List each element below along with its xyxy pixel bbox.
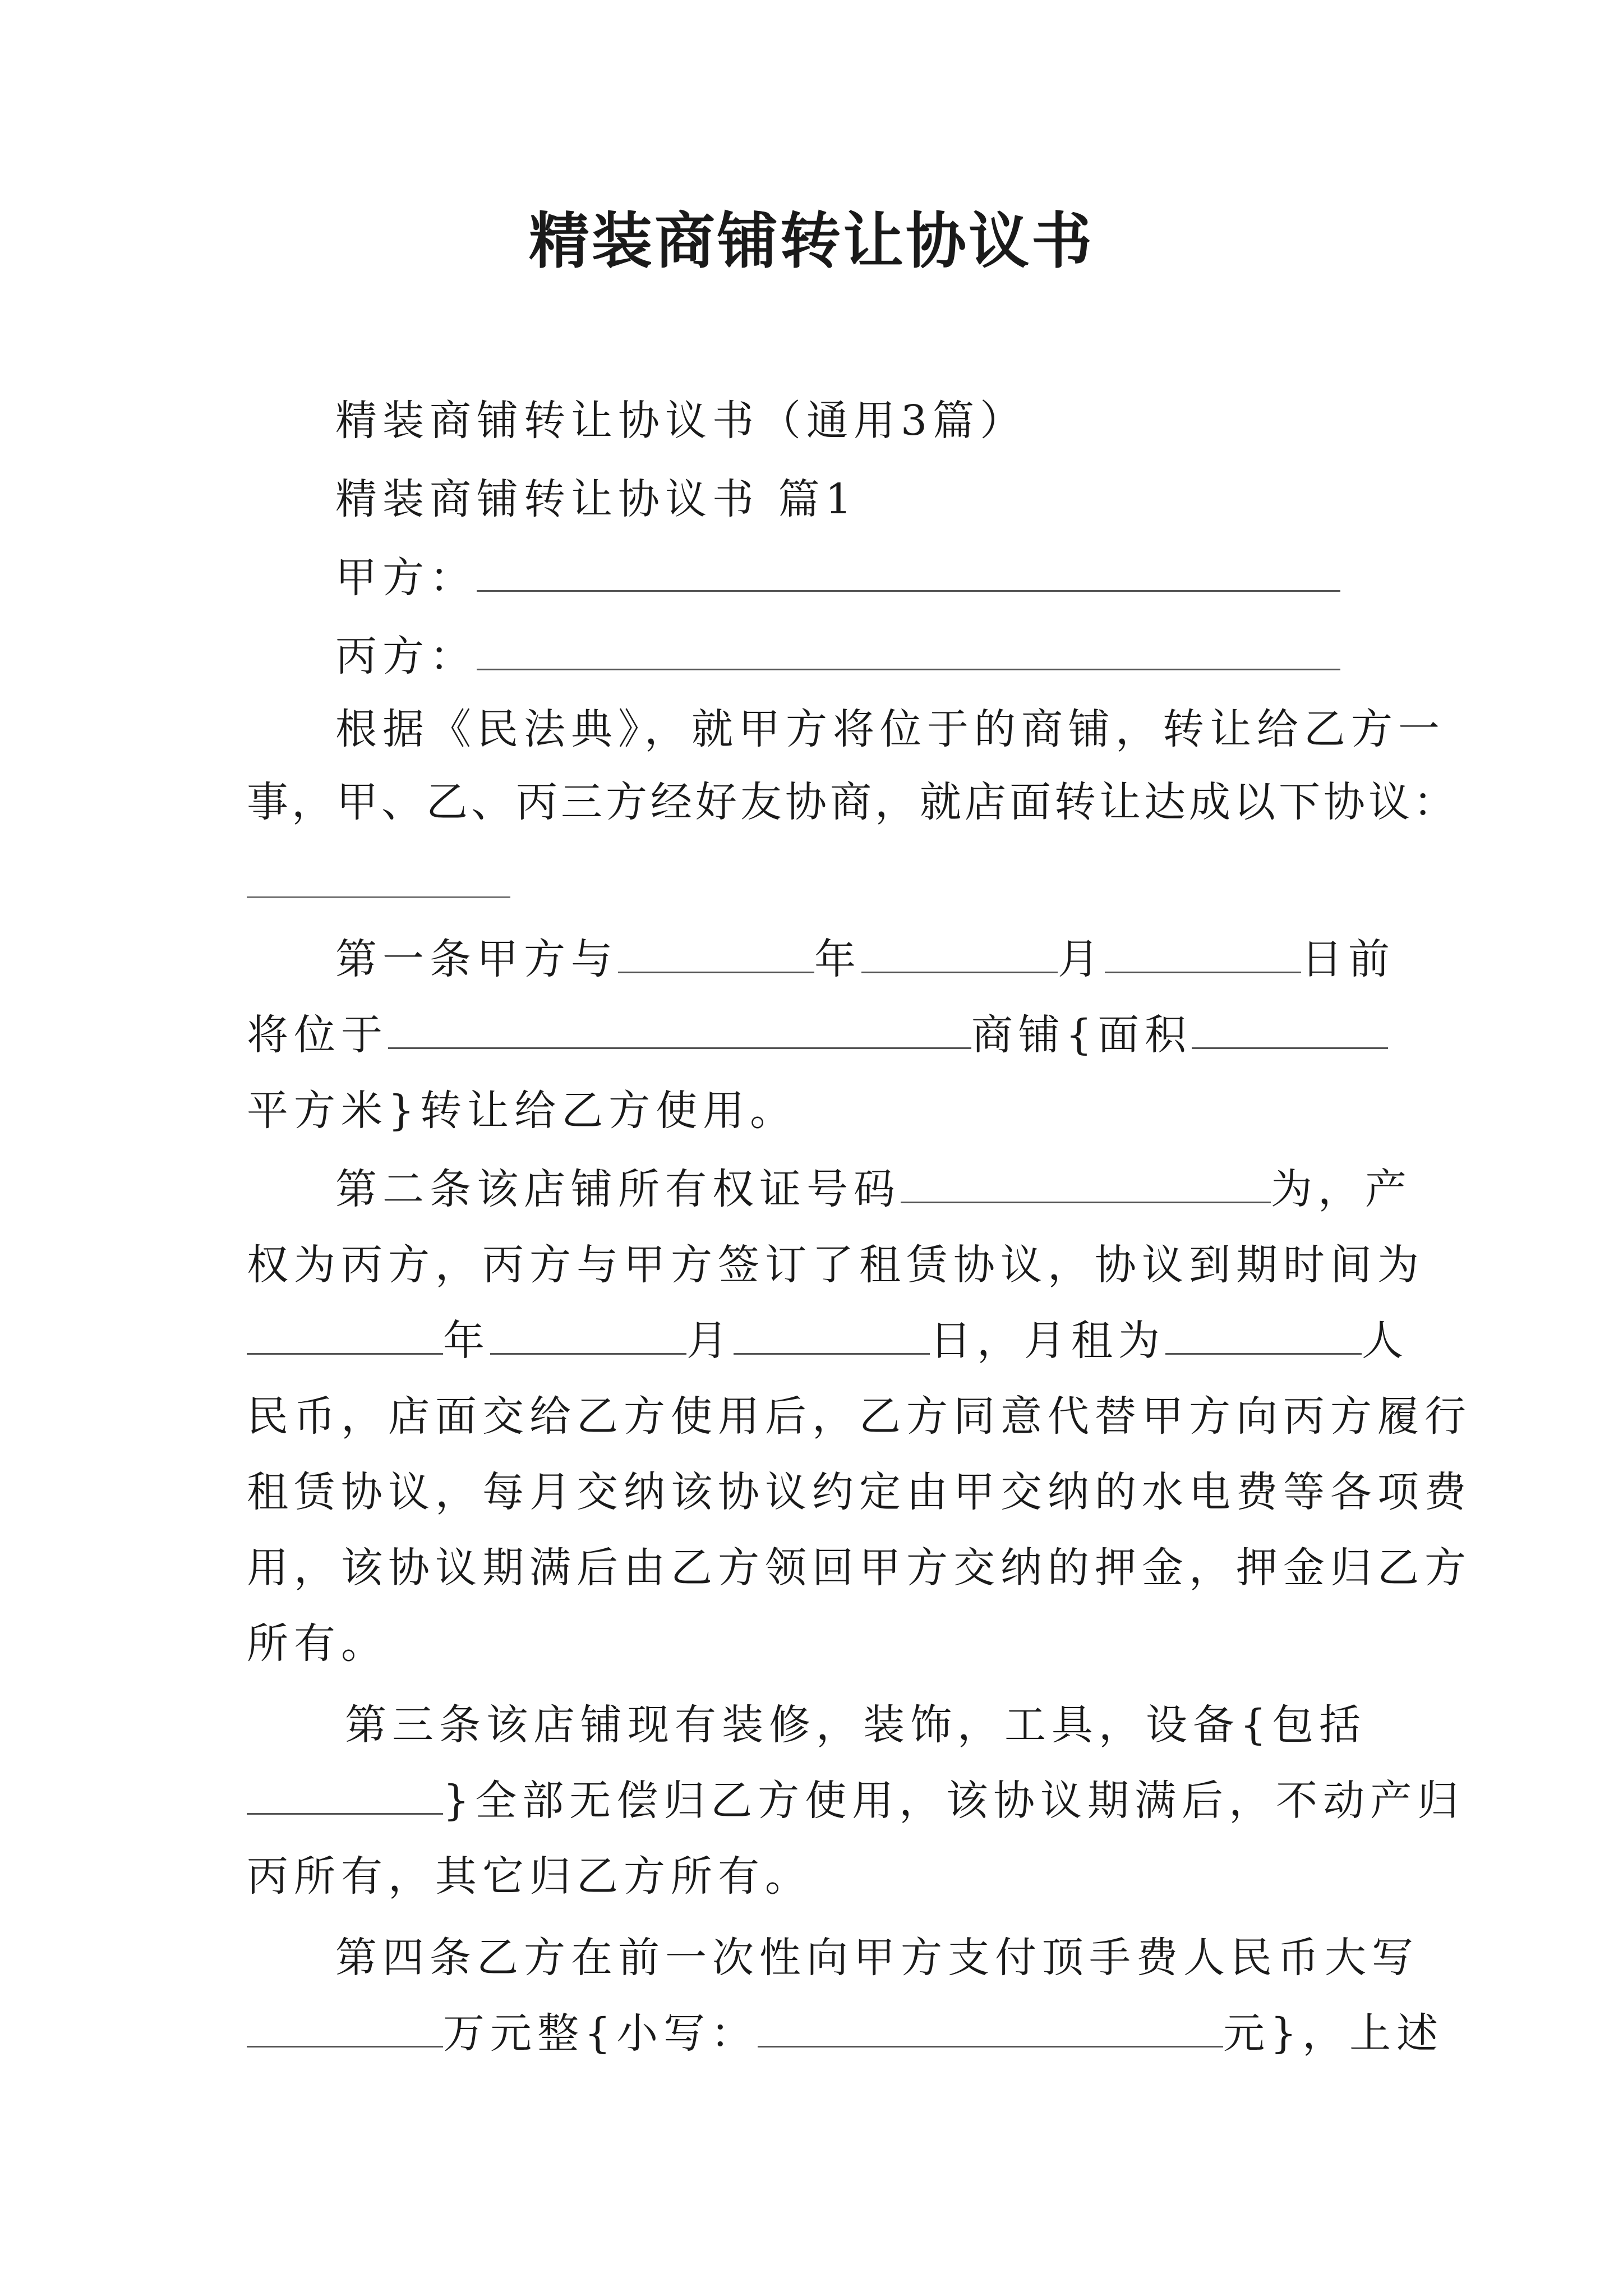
article-1-text-b: 将位于 — [247, 1011, 388, 1059]
month-blank — [861, 937, 1058, 973]
area-blank — [1192, 1013, 1388, 1049]
area-label: 商铺{面积 — [971, 1011, 1192, 1059]
article-1-line-1 — [335, 931, 1395, 987]
day-label: 日前 — [1301, 935, 1395, 983]
party-c-label: 丙方： — [335, 632, 477, 680]
article-2-line-2: 权为丙方，丙方与甲方签订了租赁协议，协议到期时间为 — [247, 1241, 1424, 1289]
article-2-line-4: 民币，店面交给乙方使用后，乙方同意代替甲方向丙方履行 — [247, 1392, 1472, 1441]
article-2-line-5: 租赁协议，每月交纳该协议约定由甲交纳的水电费等各项费 — [247, 1468, 1472, 1516]
amount-words-blank — [247, 2011, 443, 2047]
party-c-blank — [477, 634, 1340, 670]
party-c-row — [335, 628, 1340, 684]
expiry-month-blank — [490, 1318, 686, 1355]
party-a-row — [335, 550, 1340, 606]
amount-figures-blank — [758, 2011, 1223, 2047]
section-heading: 精装商铺转让协议书 篇1 — [335, 475, 857, 523]
article-2-line-6: 用，该协议期满后由乙方领回甲方交纳的押金，押金归乙方 — [247, 1544, 1472, 1592]
month-label: 月 — [1058, 935, 1105, 983]
article-1-line-2 — [247, 1007, 1388, 1063]
party-a-label: 甲方： — [335, 554, 477, 602]
party-a-blank — [477, 555, 1340, 592]
certificate-number-blank — [901, 1167, 1271, 1203]
article-1-text-a: 第一条甲方与 — [335, 935, 618, 983]
article-3-line-1: 第三条该店铺现有装修，装饰，工具，设备{包括 — [345, 1701, 1367, 1749]
article-2-line-3 — [247, 1313, 1409, 1369]
article-3-line-2 — [247, 1773, 1464, 1829]
article-2-line-7: 所有。 — [247, 1619, 388, 1668]
expiry-month-label: 月 — [686, 1317, 734, 1365]
document-title: 精装商铺转让协议书 — [528, 206, 1094, 277]
article-1-line-3: 平方米}转让给乙方使用。 — [247, 1087, 797, 1135]
document-subtitle: 精装商铺转让协议书（通用3篇） — [335, 397, 1027, 445]
article-3-text-b: }全部无偿归乙方使用，该协议期满后，不动产归 — [443, 1777, 1465, 1825]
article-3-line-3: 丙所有，其它归乙方所有。 — [247, 1852, 812, 1901]
monthly-rent-label: 日，月租为 — [930, 1317, 1165, 1365]
article-4-line-1: 第四条乙方在前一次性向甲方支付顶手费人民币大写 — [335, 1934, 1419, 1982]
year-blank — [618, 937, 814, 973]
intro-line-1: 根据《民法典》，就甲方将位于的商铺，转让给乙方一 — [335, 705, 1445, 753]
expiry-year-label: 年 — [443, 1317, 490, 1365]
expiry-day-blank — [734, 1318, 930, 1355]
article-4-text-c: 元}，上述 — [1223, 2009, 1444, 2058]
article-2-line-1 — [335, 1161, 1412, 1217]
location-blank — [388, 1013, 971, 1049]
day-blank — [1105, 937, 1301, 973]
article-2-text-a: 第二条该店铺所有权证号码 — [335, 1165, 901, 1213]
expiry-year-blank — [247, 1318, 443, 1355]
article-4-line-2 — [247, 2005, 1444, 2062]
amount-figures-label: 万元整{小写： — [443, 2009, 758, 2058]
article-2-text-b: 为，产 — [1271, 1165, 1412, 1213]
article-2-text-c: 人 — [1362, 1317, 1409, 1365]
equipment-blank — [247, 1778, 443, 1815]
intro-blank — [247, 896, 510, 898]
year-label: 年 — [814, 935, 861, 983]
intro-line-2: 事，甲、乙、丙三方经好友协商，就店面转让达成以下协议： — [247, 778, 1458, 826]
monthly-rent-blank — [1165, 1318, 1362, 1355]
